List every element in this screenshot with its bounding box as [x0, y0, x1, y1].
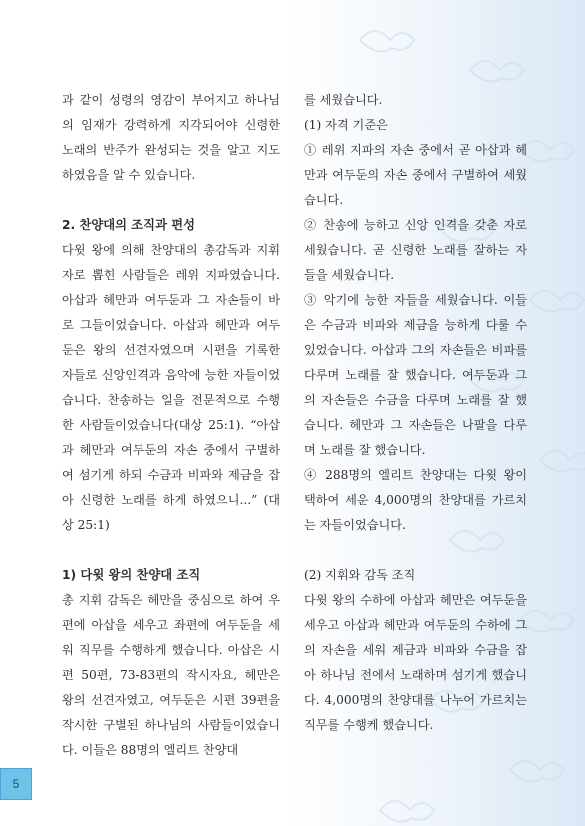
subsection-2-heading: (2) 지휘와 감독 조직 [304, 568, 416, 582]
section-2-paragraph: 다윗 왕에 의해 찬양대의 총감독과 지휘자로 뽑힌 사람들은 레위 지파였습니다. 아삽과 헤만과 여두둔과 그 자손들이 바로 그들이었습니다. 아삽과 헤만과 여두둔은 왕의 선견자였으며 시편을 기록한 자들로 신앙인격과 음악에 능한 자들이었습니다. 찬송하는 일을 전문적으로 수행한 사람들이었습니다(대상 25:1). “아삽과 헤만과 여두둔의 자손 중에서 구별하여 섬기게 하되 수금과 비파와 제금을 잡아 신령한 노래를 하게 하였으니...” (대상 25:1) [62, 243, 280, 532]
intro-paragraph: 과 같이 성령의 영감이 부어지고 하나님의 임재가 강력하게 지각되어야 신령한 노래의 반주가 완성되는 것을 알고 지도하였음을 알 수 있습니다. [62, 93, 280, 182]
criteria-item-3: ③ 악기에 능한 자들을 세웠습니다. 이들은 수금과 비파와 제금을 능하게 다룰 수 있었습니다. 아삽과 그의 자손들은 비파를 다루며 노래를 잘 했습니다. 여두둔과 그의 자손들은 수금을 다루며 노래를 잘 했습니다. 헤만과 그 자손들은 나팔을 다루며 노래를 잘 했습니다. [304, 293, 527, 457]
criteria-item-4: ④ 288명의 엘리트 찬양대는 다윗 왕이 택하여 세운 4,000명의 찬양대를 가르치는 자들이었습니다. [304, 468, 527, 532]
continuation-text: 를 세웠습니다. [304, 93, 383, 107]
criteria-item-1: ① 레위 지파의 자손 중에서 곧 아삽과 헤만과 여두둔의 자손 중에서 구별하여 세웠습니다. [304, 143, 527, 207]
criteria-item-2: ② 찬송에 능하고 신앙 인격을 갖춘 자로 세웠습니다. 곧 신령한 노래를 잘하는 자들을 세웠습니다. [304, 218, 527, 282]
right-column [304, 88, 527, 738]
section-2-heading: 2. 찬양대의 조직과 편성 [62, 218, 195, 232]
criteria-heading: (1) 자격 기준은 [304, 118, 388, 132]
subsection-2-paragraph: 다윗 왕의 수하에 아삽과 헤만은 여두둔을 세우고 아삽과 헤만과 여두둔의 수하에 그의 자손을 세워 제금과 비파와 수금을 잡아 하나님 전에서 노래하며 섬기게 했습니다. 4,000명의 찬양대를 나누어 가르치는 직무를 수행케 했습니다. [304, 593, 527, 732]
page-number-badge: 5 [0, 768, 32, 800]
left-column [62, 88, 280, 763]
subsection-1-paragraph: 총 지휘 감독은 헤만을 중심으로 하여 우편에 아삽을 세우고 좌편에 여두둔을 세워 직무를 수행하게 했습니다. 아삽은 시편 50편, 73-83편의 작시자요, 헤만은 왕의 선견자였고, 여두둔은 시편 39편을 작시한 구별된 하나님의 사람들이었습니다. 이들은 88명의 엘리트 찬양대 [62, 593, 280, 757]
subsection-1-heading: 1) 다윗 왕의 찬양대 조직 [62, 568, 201, 582]
